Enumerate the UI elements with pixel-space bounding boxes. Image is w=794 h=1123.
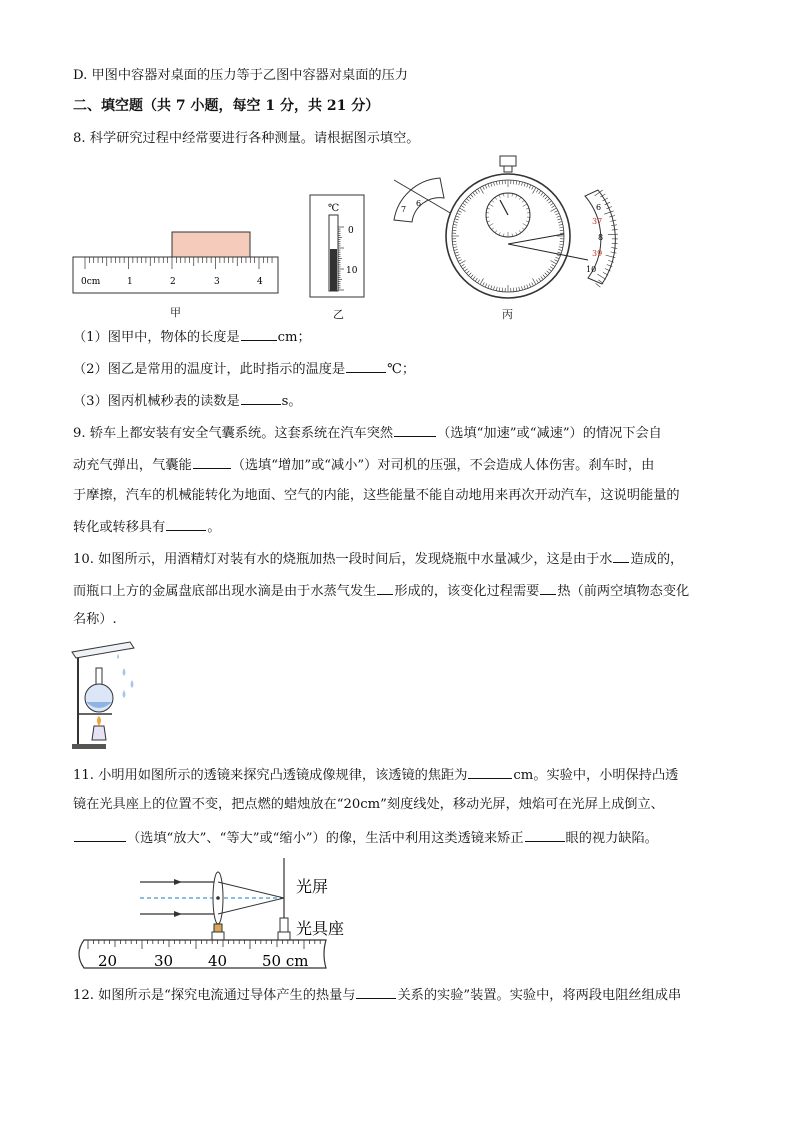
flask-figure [70, 640, 150, 752]
sub-label: 6 [416, 199, 422, 208]
thermo-label: 10 [346, 266, 358, 276]
q9-line4: 转化或转移具有 。 [73, 520, 221, 535]
optical-bench-figure [72, 852, 372, 972]
q8-stem: 8. 科学研究过程中经常要进行各种测量。请根据图示填空。 [73, 131, 420, 146]
screen-label: 光屏 [296, 877, 329, 896]
bench-label: 20 [98, 952, 118, 970]
q9-line1: 9. 轿车上都安装有安全气囊系统。这套系统在汽车突然 （选填“加速”或“减速”）的情况下会自 [73, 426, 662, 441]
ruler-label: 0cm [81, 277, 101, 287]
q9-line3: 于摩擦，汽车的机械能转化为地面、空气的内能，这些能量不能自动地用来再次开动汽车，这说明能量的 [73, 488, 680, 503]
ruler-label: 2 [170, 277, 176, 287]
bench-name: 光具座 [296, 919, 345, 938]
thermo-label: 0 [348, 226, 354, 236]
q10-line1: 10. 如图所示，用酒精灯对装有水的烧瓶加热一段时间后，发现烧瓶中水量减少，这是由于水 造成的， [73, 552, 684, 567]
outer-label: 39 [592, 249, 603, 258]
stopwatch-figure [388, 152, 628, 304]
sub-label: 7 [401, 205, 407, 214]
ruler-figure [70, 228, 285, 298]
bench-label: 40 [208, 952, 228, 970]
outer-label: 6 [596, 203, 602, 212]
section-heading: 二、填空题（共 7 小题，每空 1 分，共 21 分） [73, 98, 380, 114]
q8-part2: （2）图乙是常用的温度计，此时指示的温度是 ℃； [73, 362, 416, 377]
ruler-label: 4 [257, 277, 263, 287]
q12-line1: 12. 如图所示是“探究电流通过导体产生的热量与 关系的实验”装置。实验中，将两段电阻丝组成串 [73, 988, 682, 1003]
q9-line2: 动充气弹出，气囊能 （选填“增加”或“减小”）对司机的压强，不会造成人体伤害。刹车时，由 [73, 458, 655, 473]
q11-line2: 镜在光具座上的位置不变，把点燃的蜡烛放在“20cm”刻度线处，移动光屏，烛焰可在光屏上成倒立、 [73, 797, 664, 812]
thermo-unit: ℃ [328, 203, 340, 214]
caption-jia: 甲 [170, 306, 181, 319]
caption-bing: 丙 [502, 308, 513, 321]
bench-label: 50 cm [262, 952, 309, 970]
outer-label: 37 [592, 217, 603, 226]
q10-line2: 而瓶口上方的金属盘底部出现水滴是由于水蒸气发生 形成的，该变化过程需要 热（前两空填物态变化 [73, 584, 690, 599]
caption-yi: 乙 [333, 308, 344, 321]
q8-part1: （1）图甲中，物体的长度是 cm； [73, 330, 311, 345]
ruler-label: 3 [214, 277, 220, 287]
bench-label: 30 [154, 952, 174, 970]
outer-label: 8 [598, 233, 604, 242]
q8-part3: （3）图丙机械秒表的读数是 s。 [73, 394, 302, 409]
q11-line1: 11. 小明用如图所示的透镜来探究凸透镜成像规律，该透镜的焦距为 cm。实验中，小明保持凸透 [73, 768, 679, 783]
thermometer-figure [308, 193, 368, 301]
option-d: D. 甲图中容器对桌面的压力等于乙图中容器对桌面的压力 [73, 68, 408, 83]
ruler-label: 1 [127, 277, 133, 287]
tick-mark [596, 283, 601, 287]
q11-line3: （选填“放大”、“等大”或“缩小”）的像，生活中利用这类透镜来矫正 眼的视力缺陷。 [73, 829, 658, 847]
q10-line3: 名称）. [73, 612, 117, 627]
outer-label: 10 [586, 265, 597, 274]
